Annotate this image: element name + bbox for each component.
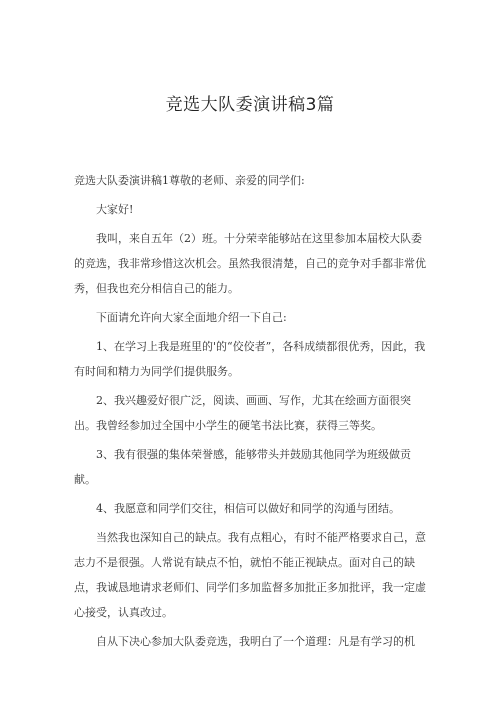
paragraph-point-2: 2、我兴趣爱好很广泛，阅读、画画、写作，尤其在绘画方面很突出。我曾经参加过全国中小学生的硬笔书法比赛，获得三等奖。 [74, 394, 411, 432]
paragraph-greeting: 竞选大队委演讲稿1尊敬的老师、亲爱的同学们: [74, 174, 305, 187]
paragraph-point-3: 3、我有很强的集体荣誉感，能够带头并鼓励其他同学为班级做贡献。 [74, 448, 411, 486]
paragraph-closing-start: 自从下决心参加大队委竞选，我明白了一个道理：凡是有学习的机 [96, 635, 415, 648]
paragraph-point-4: 4、我愿意和同学们交往，相信可以做好和同学的沟通与团结。 [96, 502, 400, 515]
paragraph-hello: 大家好! [96, 203, 134, 216]
paragraph-shortcomings: 当然我也深知自己的缺点。我有点粗心，有时不能严格要求自己，意志力不是很强。人常说有缺点不怕，就怕不能正视缺点。面对自己的缺点，我诚恳地请求老师们、同学们多加监督多加批正多加批评，我一定虚心接受，认真改过。 [74, 531, 426, 619]
paragraph-point-1: 1、在学习上我是班里的'的“佼佼者”，各科成绩都很优秀，因此，我有时间和精力为同学们提供服务。 [74, 340, 426, 378]
paragraph-intro: 我叫，来自五年（2）班。十分荣幸能够站在这里参加本届校大队委的竞选，我非常珍惜这次机会。虽然我很清楚，自己的竞争对手都非常优秀，但我也充分相信自己的能力。 [74, 232, 426, 295]
document-body [74, 168, 426, 658]
document-title: 竞选大队委演讲稿3篇 [165, 95, 335, 115]
paragraph-lead-in: 下面请允许向大家全面地介绍一下自己: [96, 311, 287, 324]
